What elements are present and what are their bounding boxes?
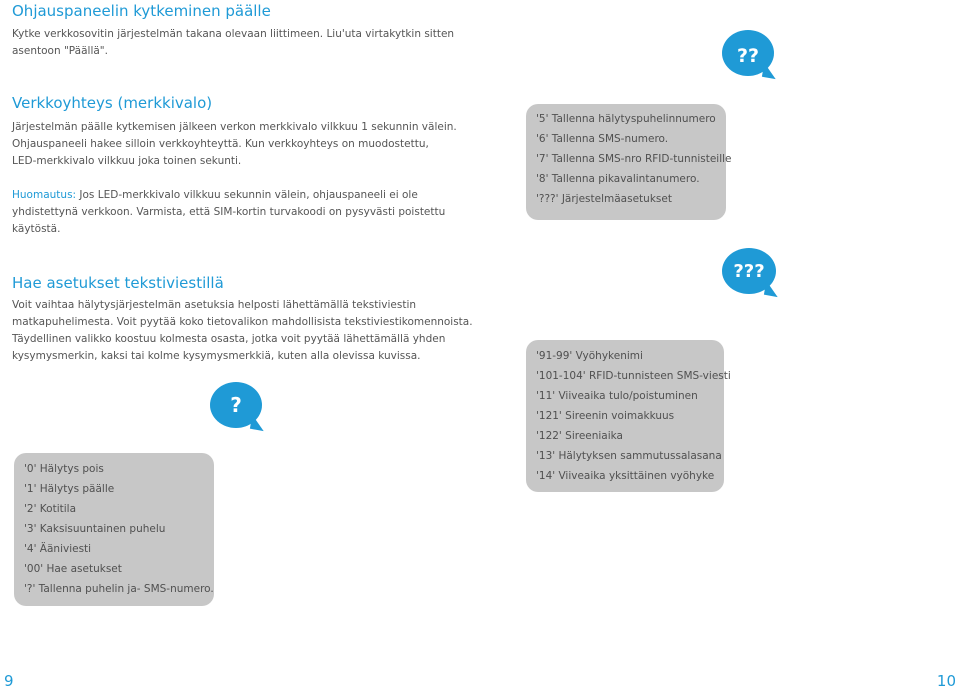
text-line: Ohjauspaneeli hakee silloin verkkoyhteyttä. Kun verkkoyhteys on muodostettu, <box>12 138 429 150</box>
text-line: Kytke verkkosovitin järjestelmän takana olevaan liittimeen. Liu'uta virtakytkin sitten <box>12 28 455 40</box>
menu-item: '121' Sireenin voimakkuus <box>536 410 675 422</box>
sms-menu-bubble-part-three <box>526 340 731 492</box>
menu-item: '4' Ääniviesti <box>24 543 92 555</box>
menu-item: '8' Tallenna pikavalintanumero. <box>536 173 700 185</box>
text-line: kysymysmerkin, kaksi tai kolme kysymysmerkkiä, kuten alla olevissa kuvissa. <box>12 350 421 362</box>
menu-item: '?' Tallenna puhelin ja- SMS-numero. <box>24 583 214 595</box>
menu-item: '11' Viiveaika tulo/poistuminen <box>536 390 698 402</box>
section-text-network <box>12 119 457 170</box>
menu-item: '1' Hälytys päälle <box>24 483 115 495</box>
text-line: Voit vaihtaa hälytysjärjestelmän asetuksia helposti lähettämällä tekstiviestin <box>12 299 417 311</box>
speech-bubble-question-icon: ??? <box>722 248 776 294</box>
section-title-network: Verkkoyhteys (merkkivalo) <box>12 94 213 112</box>
text-line: Järjestelmän päälle kytkemisen jälkeen verkon merkkivalo vilkkuu 1 sekunnin välein. <box>12 121 457 133</box>
menu-item: '2' Kotitila <box>24 503 76 515</box>
menu-item: '91-99' Vyöhykenimi <box>536 350 643 362</box>
menu-item: '5' Tallenna hälytyspuhelinnumero <box>536 113 716 125</box>
text-line: Täydellinen valikko koostuu kolmesta osasta, jotka voit pyytää lähettämällä yhden <box>12 333 446 345</box>
menu-item: '0' Hälytys pois <box>24 463 104 475</box>
section-title-power-on: Ohjauspaneelin kytkeminen päälle <box>12 2 271 20</box>
menu-item: '101-104' RFID-tunnisteen SMS-viesti <box>536 370 731 382</box>
menu-item: '14' Viiveaika yksittäinen vyöhyke <box>536 470 715 482</box>
menu-item: '13' Hälytyksen sammutussalasana <box>536 450 722 462</box>
note-line: yhdistettynä verkkoon. Varmista, että SIM-kortin turvakoodi on pysyvästi poistettu <box>12 206 446 218</box>
menu-item: '???' Järjestelmäasetukset <box>536 193 672 205</box>
page-number-right: 10 <box>936 672 956 690</box>
note-line: käytöstä. <box>12 223 61 235</box>
note-label: Huomautus: <box>12 189 77 201</box>
menu-item: '00' Hae asetukset <box>24 563 122 575</box>
note-line <box>12 187 445 204</box>
section-text-power-on <box>12 26 454 60</box>
text-line: matkapuhelimesta. Voit pyytää koko tietovalikon mahdollisista tekstiviestikomennoista. <box>12 316 473 328</box>
speech-bubble-question-icon: ? <box>210 382 262 428</box>
section-note-network <box>12 187 445 238</box>
menu-item: '3' Kaksisuuntainen puhelu <box>24 523 166 535</box>
section-title-sms-settings: Hae asetukset tekstiviestillä <box>12 274 224 292</box>
sms-menu-bubble-part-two <box>526 104 732 220</box>
text-line: LED-merkkivalo vilkkuu joka toinen sekunti. <box>12 155 242 167</box>
note-text: Jos LED-merkkivalo vilkkuu sekunnin välein, ohjauspaneeli ei ole <box>76 189 418 201</box>
menu-item: '122' Sireeniaika <box>536 430 623 442</box>
speech-bubble-question-icon: ?? <box>722 30 774 76</box>
text-line: asentoon "Päällä". <box>12 45 108 57</box>
menu-item: '6' Tallenna SMS-numero. <box>536 133 669 145</box>
page-number-left: 9 <box>4 672 14 690</box>
sms-menu-bubble-part-one <box>14 453 214 606</box>
menu-item: '7' Tallenna SMS-nro RFID-tunnisteille <box>536 153 732 165</box>
section-text-sms-settings <box>12 297 473 365</box>
